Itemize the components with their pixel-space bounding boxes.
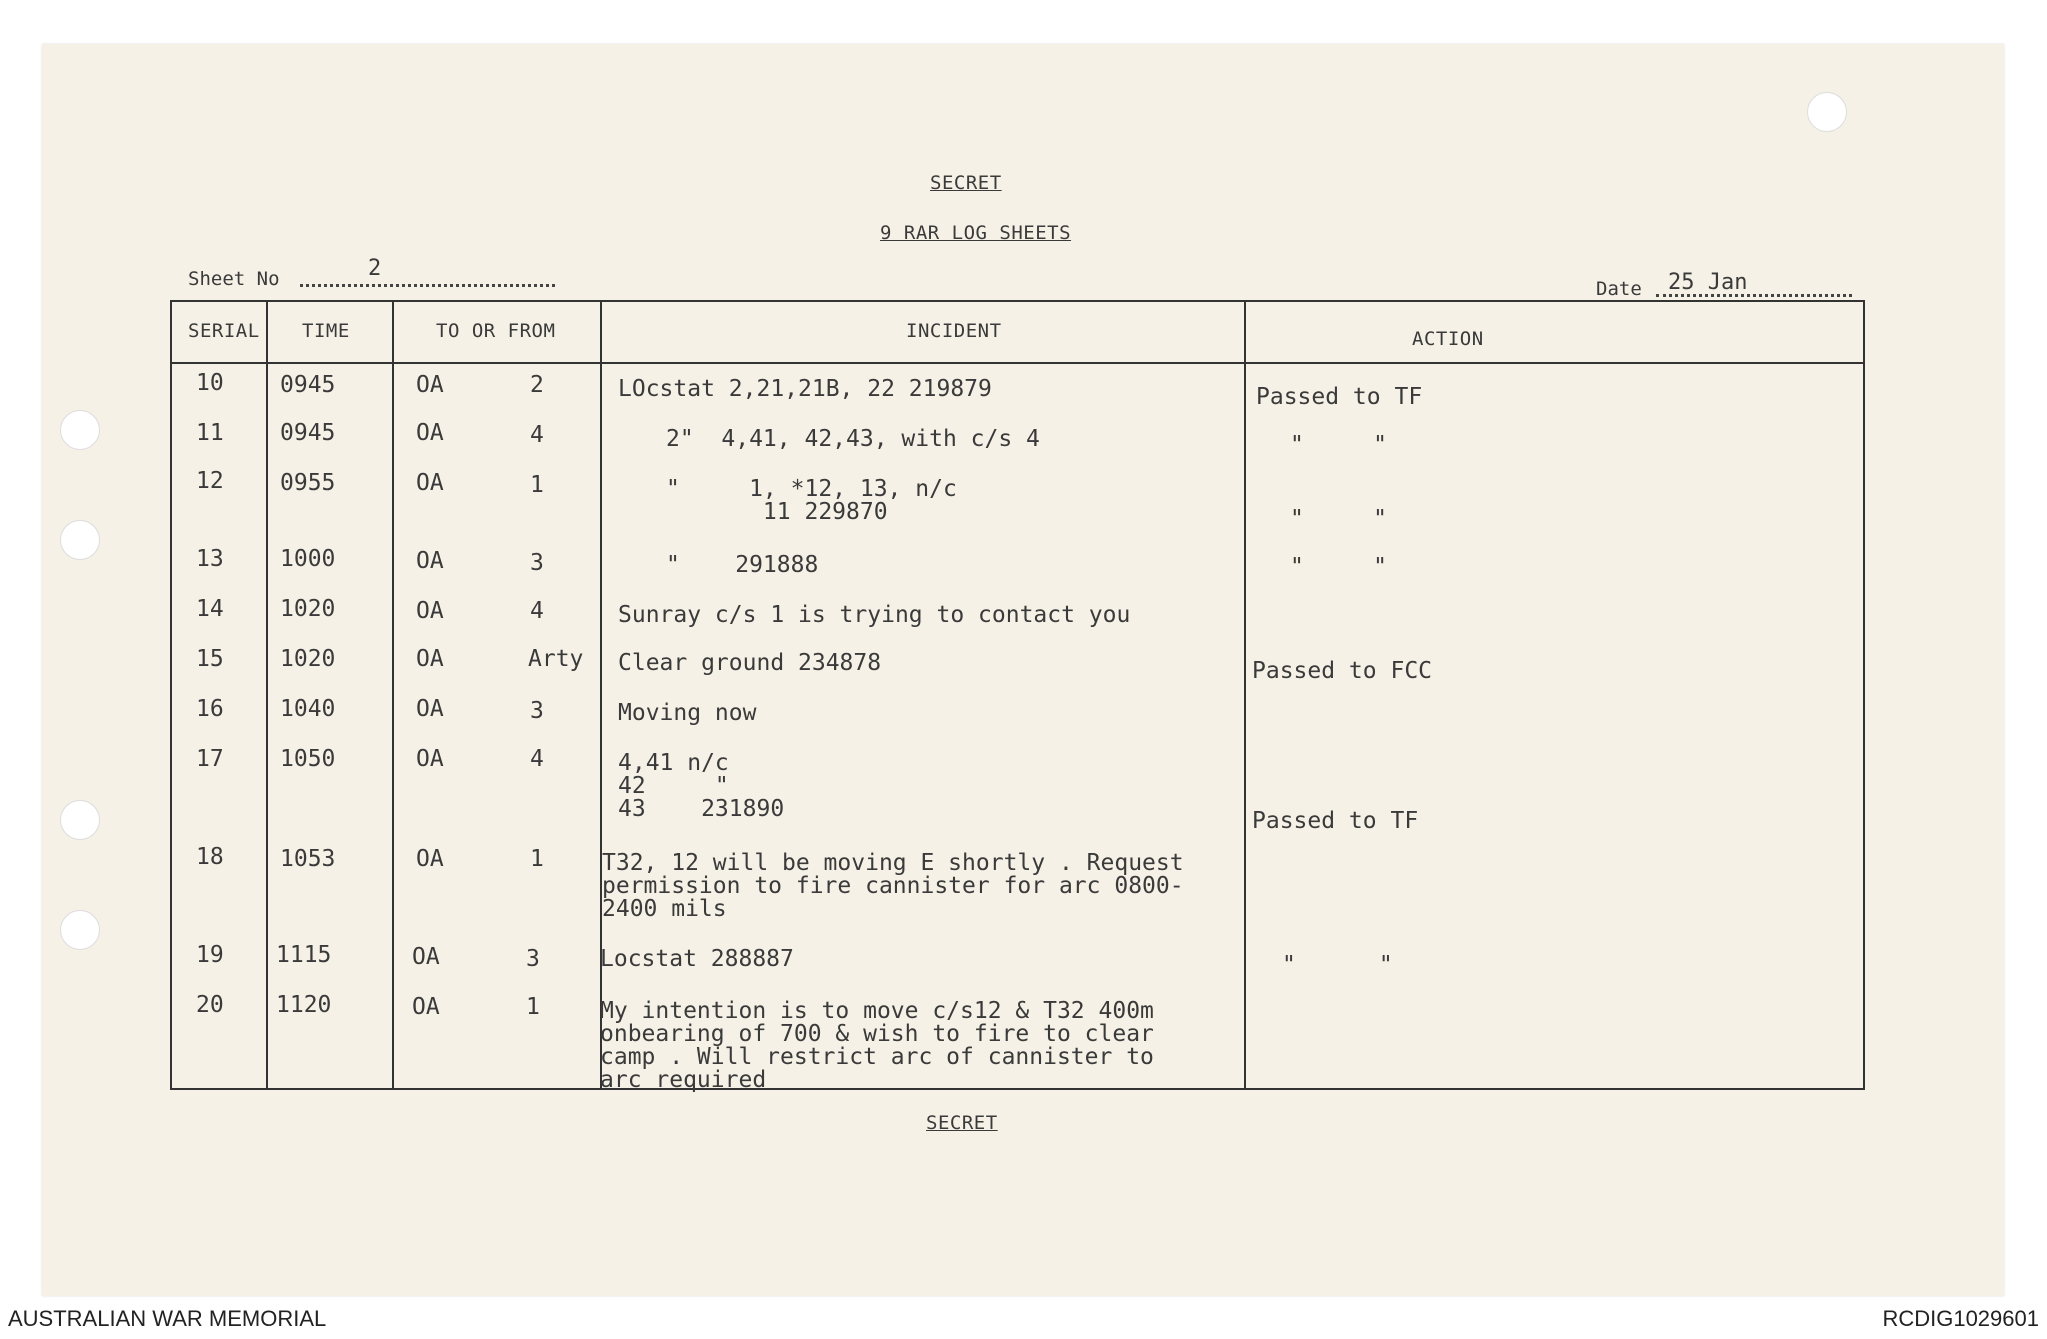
to-cell: OA (416, 420, 444, 446)
time-cell: 0945 (280, 420, 336, 446)
document-title: 9 RAR LOG SHEETS (880, 222, 1072, 244)
from-cell: 3 (530, 698, 544, 724)
action-cell: " " (1290, 506, 1387, 532)
time-cell: 1050 (280, 746, 336, 772)
date-value: 25 Jan (1668, 270, 1748, 295)
column-divider (1244, 302, 1246, 1088)
serial-cell: 16 (196, 696, 224, 722)
header-time: TIME (302, 320, 350, 342)
header-action: ACTION (1412, 328, 1484, 350)
serial-cell: 17 (196, 746, 224, 772)
to-cell: OA (416, 548, 444, 574)
action-cell: Passed to TF (1252, 808, 1419, 834)
punch-hole (1807, 92, 1847, 132)
time-cell: 0955 (280, 470, 336, 496)
sheet-no-label: Sheet No (188, 268, 280, 290)
header-serial: SERIAL (188, 320, 260, 342)
to-cell: OA (416, 470, 444, 496)
date-label: Date (1596, 278, 1642, 300)
time-cell: 1000 (280, 546, 336, 572)
serial-cell: 15 (196, 646, 224, 672)
time-cell: 1120 (276, 992, 332, 1018)
serial-cell: 14 (196, 596, 224, 622)
serial-cell: 20 (196, 992, 224, 1018)
incident-cell: My intention is to move c/s12 & T32 400m onbearing of 700 & wish to fire to clear camp . Will restrict arc of cannister to arc required (600, 998, 1154, 1093)
action-cell: Passed to FCC (1252, 658, 1433, 684)
incident-cell: Sunray c/s 1 is trying to contact you (618, 602, 1131, 628)
sheet-no-value: 2 (368, 256, 382, 281)
to-cell: OA (416, 696, 444, 722)
action-cell: " " (1290, 432, 1387, 458)
from-cell: 1 (526, 994, 540, 1020)
serial-cell: 11 (196, 420, 224, 446)
action-cell: " " (1282, 952, 1393, 978)
from-cell: 2 (530, 372, 544, 398)
to-cell: OA (416, 846, 444, 872)
action-cell: Passed to TF (1256, 384, 1423, 410)
to-cell: OA (416, 746, 444, 772)
to-cell: OA (416, 598, 444, 624)
serial-cell: 12 (196, 468, 224, 494)
classification-bottom: SECRET (926, 1112, 998, 1134)
punch-hole (60, 910, 100, 950)
header-divider (172, 362, 1863, 364)
incident-cell: 4,41 n/c 42 " 43 231890 (618, 750, 785, 822)
to-cell: OA (412, 994, 440, 1020)
incident-cell: 2" 4,41, 42,43, with c/s 4 (666, 426, 1040, 452)
from-cell: Arty (528, 646, 584, 672)
action-cell: " " (1290, 554, 1387, 580)
time-cell: 1020 (280, 646, 336, 672)
to-cell: OA (412, 944, 440, 970)
to-cell: OA (416, 372, 444, 398)
sheet-no-dots (300, 284, 555, 287)
serial-cell: 10 (196, 370, 224, 396)
from-cell: 4 (530, 746, 544, 772)
from-cell: 4 (530, 422, 544, 448)
from-cell: 3 (526, 946, 540, 972)
column-divider (266, 302, 268, 1088)
serial-cell: 19 (196, 942, 224, 968)
header-to-or-from: TO OR FROM (436, 320, 556, 342)
incident-cell: T32, 12 will be moving E shortly . Request permission to fire cannister for arc 0800- 2400 mils (602, 850, 1184, 922)
incident-cell: " 1, *12, 13, n/c 11 229870 (666, 476, 957, 525)
punch-hole (60, 800, 100, 840)
incident-cell: " 291888 (666, 552, 819, 578)
incident-cell: LOcstat 2,21,21B, 22 219879 (618, 376, 992, 402)
punch-hole (60, 410, 100, 450)
incident-cell: Clear ground 234878 (618, 650, 882, 676)
header-incident: INCIDENT (906, 320, 1002, 342)
incident-cell: Locstat 288887 (600, 946, 794, 972)
from-cell: 1 (530, 846, 544, 872)
from-cell: 3 (530, 550, 544, 576)
serial-cell: 18 (196, 844, 224, 870)
time-cell: 1053 (280, 846, 336, 872)
footer-publisher: AUSTRALIAN WAR MEMORIAL (8, 1306, 327, 1331)
punch-hole (60, 520, 100, 560)
serial-cell: 13 (196, 546, 224, 572)
to-cell: OA (416, 646, 444, 672)
classification-top: SECRET (930, 172, 1002, 194)
time-cell: 1115 (276, 942, 332, 968)
from-cell: 4 (530, 598, 544, 624)
from-cell: 1 (530, 472, 544, 498)
time-cell: 1040 (280, 696, 336, 722)
incident-cell: Moving now (618, 700, 757, 726)
time-cell: 1020 (280, 596, 336, 622)
time-cell: 0945 (280, 372, 336, 398)
log-table (170, 300, 1865, 1093)
footer-record-id: RCDIG1029601 (1882, 1306, 2039, 1331)
column-divider (392, 302, 394, 1088)
